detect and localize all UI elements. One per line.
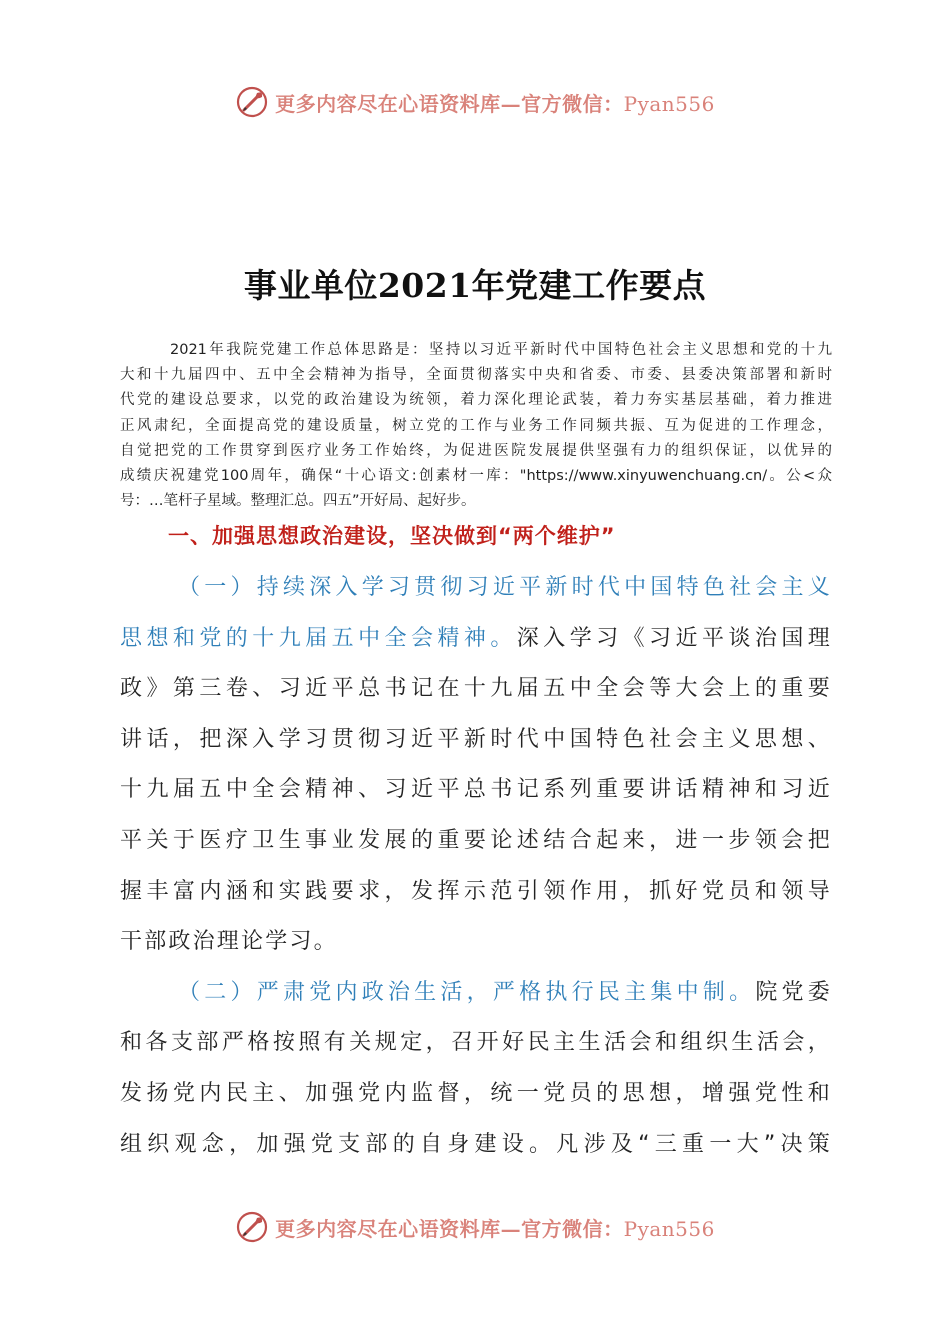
watermark-banner-top — [0, 82, 950, 122]
body-line: 政》第三卷、习近平总书记在十九届五中全会等大会上的重要 — [120, 676, 832, 702]
body-line: 平关于医疗卫生事业发展的重要论述结合起来，进一步领会把 — [120, 827, 832, 853]
body-line: 组织观念，加强党支部的自身建设。凡涉及“三重一大”决策 — [120, 1131, 832, 1157]
intro-line: 成绩庆祝建党100周年，确保“十心语文:创素材一库："https://www.xinyuwenchuang.cn/。公<众 — [120, 468, 832, 485]
quill-logo-icon — [235, 85, 269, 119]
subsection-heading: （一）持续深入学习贯彻习近平新时代中国特色社会主义 — [178, 575, 832, 600]
intro-line: 2021年我院党建工作总体思路是：坚持以习近平新时代中国特色社会主义思想和党的十九 — [170, 342, 832, 358]
intro-line: 号：…笔杆子星域。整理汇总。四五”开好局、起好步。 — [120, 493, 476, 510]
body-line: 和各支部严格按照有关规定，召开好民主生活会和组织生活会， — [120, 1030, 832, 1056]
body-line: 讲话，把深入学习贯彻习近平新时代中国特色社会主义思想、 — [120, 726, 832, 752]
watermark-wechat-id: Pyan556 — [623, 1216, 715, 1241]
watermark-banner-bottom — [0, 1207, 950, 1247]
subsection-heading: （二）严肃党内政治生活，严格执行民主集中制。 — [178, 979, 756, 1005]
watermark-text-cn: 更多内容尽在心语资料库—官方微信： — [275, 91, 624, 116]
watermark-text-cn: 更多内容尽在心语资料库—官方微信： — [275, 1216, 624, 1241]
watermark-text — [275, 1213, 715, 1242]
intro-line: 代党的建设总要求，以党的政治建设为统领，着力深化理论武装，着力夯实基层基础，着力推进 — [120, 392, 832, 409]
watermark-wechat-id: Pyan556 — [623, 91, 715, 116]
section-heading: 一、加强思想政治建设，坚决做到“两个维护” — [168, 524, 616, 548]
subsection-heading-continued: 思想和党的十九届五中全会精神。 — [120, 625, 517, 651]
body-text — [120, 563, 832, 1170]
body-line: 发扬党内民主、加强党内监督，统一党员的思想，增强党性和 — [120, 1080, 832, 1106]
body-line: 十九届五中全会精神、习近平总书记系列重要讲话精神和习近 — [120, 777, 832, 803]
body-line-text: 院党委 — [755, 979, 832, 1005]
intro-line: 自觉把党的工作贯穿到医疗业务工作始终，为促进医院发展提供坚强有力的组织保证，以优异的 — [120, 442, 832, 459]
body-line — [120, 614, 832, 665]
document-title: 事业单位2021年党建工作要点 — [243, 266, 707, 305]
body-line: 握丰富内涵和实践要求，发挥示范引领作用，抓好党员和领导 — [120, 878, 832, 904]
body-line: 干部政治理论学习。 — [120, 929, 338, 955]
intro-line: 大和十九届四中、五中全会精神为指导，全面贯彻落实中央和省委、市委、县委决策部署和新时 — [120, 367, 832, 384]
body-line-text: 深入学习《习近平谈治国理 — [516, 625, 832, 651]
intro-paragraph — [120, 338, 832, 514]
quill-logo-icon — [235, 1210, 269, 1244]
intro-line: 正风肃纪，全面提高党的建设质量，树立党的工作与业务工作同频共振、互为促进的工作理念， — [120, 417, 832, 434]
watermark-text — [275, 88, 715, 117]
body-line — [120, 968, 832, 1019]
